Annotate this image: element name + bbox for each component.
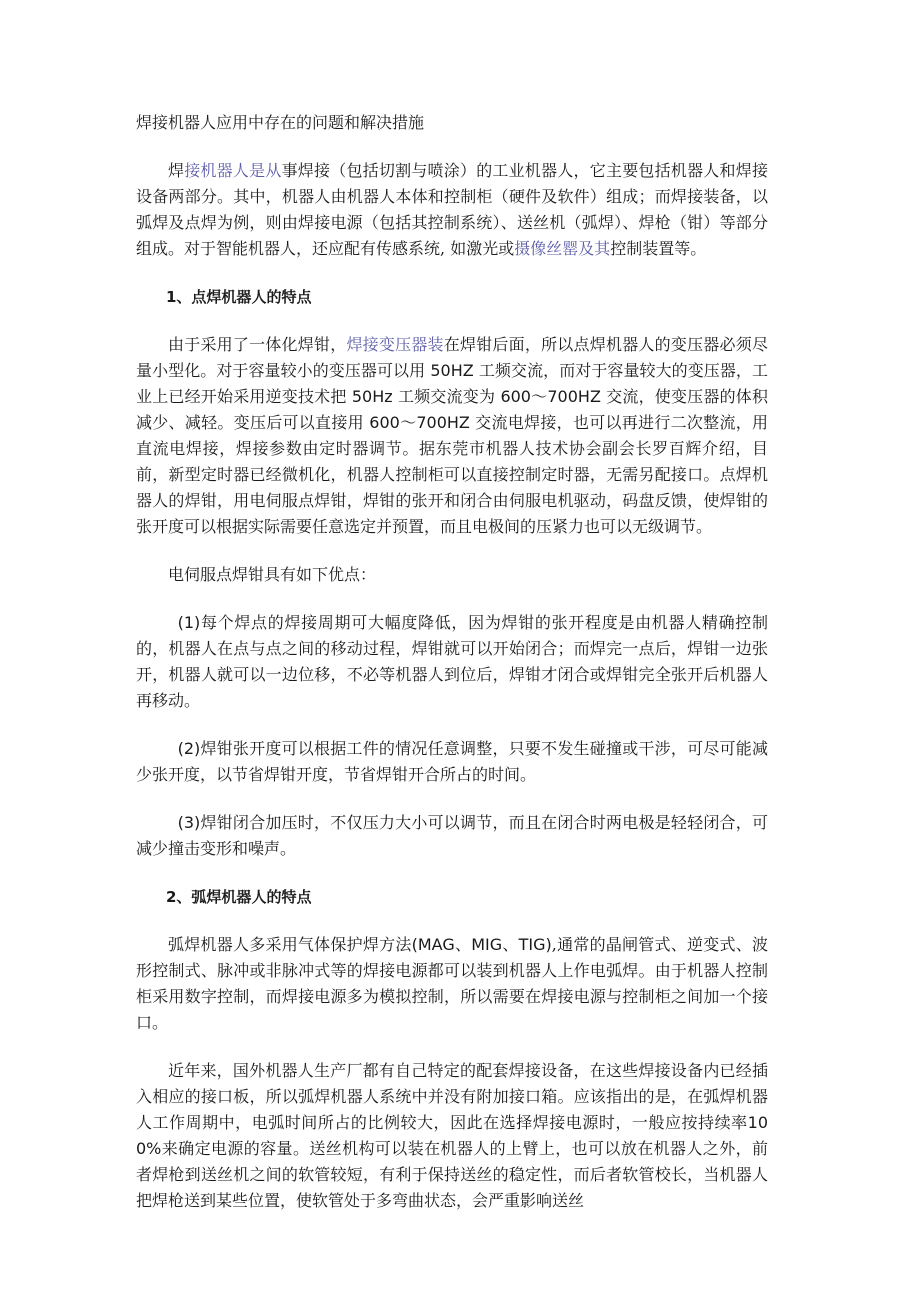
servo-gun-intro: 电伺服点焊钳具有如下优点： xyxy=(168,565,377,584)
spot-text-f: 交流电焊接，也可以再进行二次整流，用直流电焊接，焊接参数由定时器调节。据东莞市机器人技术协会副会长罗百辉介绍，目前，新型定时器已经微机化，机器人控制柜可以直接控制定时器，无需另配接口。点焊机器人的焊钳，用电伺服点焊钳，焊钳的张开和闭合由伺服电机驱动，码盘反馈，使焊钳的张开度可以根据实际需要任意选定并预置，而且电极间的压紧力也可以无级调节。 xyxy=(136,413,768,536)
spot-text-a: 由于采用了一体化焊钳， xyxy=(168,335,347,354)
arc-equip-text-b: 来确定电源的容量。送丝机构可以装在机器人的上臂上，也可以放在机器人之外，前者焊枪到送丝机之间的软管较短，有利于保持送丝的稳定性，而后者软管校长，当机器人把焊枪送到某些位置，使软管处于多弯曲状态，会严重影响送丝 xyxy=(136,1139,768,1210)
spot-value-freq-a: 600〜700HZ xyxy=(500,387,601,406)
advantage-number: (1) xyxy=(177,613,201,632)
spot-text-d: 工频交流变为 xyxy=(392,387,501,406)
spot-value-50hz-b: 50Hz xyxy=(351,387,393,406)
advantage-text: 焊钳闭合加压时，不仅压力大小可以调节，而且在闭合时两电极是轻轻闭合，可减少撞击变形和噪声。 xyxy=(136,813,768,858)
arc-welding-paragraph xyxy=(136,932,768,1036)
arc-equip-text-a: 近年来，国外机器人生产厂都有自己特定的配套焊接设备，在这些焊接设备内已经插入相应的接口板，所以弧焊机器人系统中并没有附加接口箱。应该指出的是，在弧焊机器人工作周期中，电弧时间所占的比例较大，因此在选择焊接电源时，一般应按持续率 xyxy=(136,1061,768,1132)
intro-paragraph xyxy=(136,158,768,262)
intro-text-body: 事焊接（包括切割与喷涂）的工业机器人，它主要包括机器人和焊接设备两部分。其中，机器人由机器人本体和控制柜（硬件及软件）组成；而焊接装备，以弧焊及点焊为例，则由焊接电源（包括其控制系统）、送丝机（弧焊）、焊枪（钳）等部分组成。对于智能机器人，还应配有传感系统 xyxy=(136,161,768,258)
spot-text-b: 在焊钳后面，所以点焊机器人的变压器必须尽量小型化。对于容量较小的变压器可以用 xyxy=(136,335,768,380)
intro-link-camera[interactable]: 摄像丝罂及其 xyxy=(514,239,611,258)
advantage-number: (3) xyxy=(177,813,201,832)
arc-methods: (MAG、MIG、TIG) xyxy=(411,935,552,954)
section-heading-spot-welding: 1、点焊机器人的特点 xyxy=(166,288,312,306)
spot-welding-paragraph xyxy=(136,332,768,540)
arc-text-a: 弧焊机器人多采用气体保护焊方法 xyxy=(168,935,412,954)
intro-text-end: 控制装置等。 xyxy=(610,239,707,258)
spot-text-e: 交流，使变压器的体积减少、减轻。变压后可以直接用 xyxy=(136,387,768,432)
intro-link-robot[interactable]: 接机器人是从 xyxy=(184,161,282,180)
advantage-item xyxy=(136,810,768,862)
document-page xyxy=(136,110,768,1236)
advantage-item xyxy=(136,736,768,788)
spot-text-c: 工频交流，而对于容量较大的变压器，工业上已经开始采用逆变技术把 xyxy=(136,361,768,406)
arc-text-b: ,通常的晶闸管式、逆变式、波形控制式、脉冲或非脉冲式等的焊接电源都可以装到机器人上作电弧焊。由于机器人控制柜采用数字控制，而焊接电源多为模拟控制，所以需要在焊接电源与控制柜之间加一个接口。 xyxy=(136,935,768,1032)
spot-value-freq-b: 600〜700HZ xyxy=(369,413,470,432)
section-heading-arc-welding: 2、弧焊机器人的特点 xyxy=(166,888,312,906)
spot-value-50hz-a: 50HZ xyxy=(430,361,474,380)
intro-text-lead: 焊 xyxy=(168,161,185,180)
intro-text-comma: , xyxy=(440,239,451,258)
advantage-number: (2) xyxy=(177,739,201,758)
arc-duty-cycle: 100% xyxy=(136,1113,768,1158)
advantage-text: 焊钳张开度可以根据工件的情况任意调整，只要不发生碰撞或干涉，可尽可能减少张开度，以节省焊钳开度，节省焊钳开合所占的时间。 xyxy=(136,739,768,784)
spot-link-transformer[interactable]: 焊接变压器装 xyxy=(346,335,444,354)
advantage-item xyxy=(136,610,768,714)
intro-text-laser: 如激光或 xyxy=(450,239,515,258)
advantage-text: 每个焊点的焊接周期可大幅度降低，因为焊钳的张开程度是由机器人精确控制的，机器人在点与点之间的移动过程，焊钳就可以开始闭合；而焊完一点后，焊钳一边张开，机器人就可以一边位移，不必等机器人到位后，焊钳才闭合或焊钳完全张开后机器人再移动。 xyxy=(136,613,768,710)
document-title: 焊接机器人应用中存在的问题和解决措施 xyxy=(136,113,425,132)
arc-equipment-paragraph xyxy=(136,1058,768,1214)
